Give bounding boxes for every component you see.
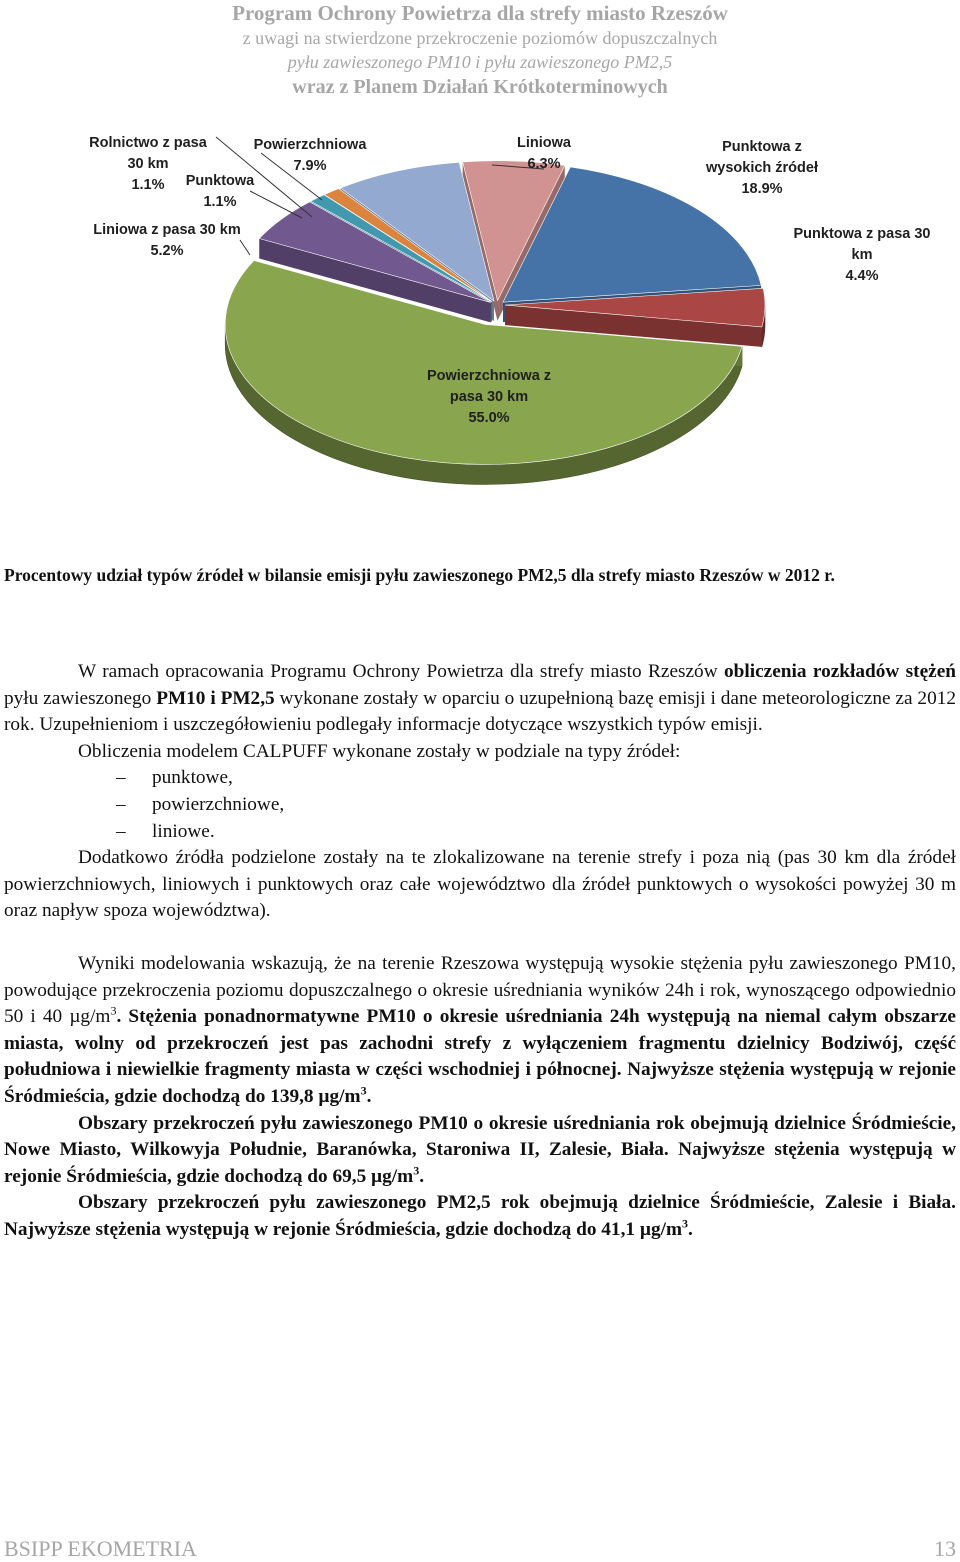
text-run-bold: Obszary przekroczeń pyłu zawieszonego PM2,5 rok obejmują dzielnice Śródmieście, Zalesie i Biała. Najwyższe stężenia występują w rejonie Śródmieścia, gdzie dochodzą do 41,1 µg/m [4,1192,956,1240]
source-type-list [4,765,956,845]
header-subtitle-3: wraz z Planem Działań Krótkoterminowych [292,76,668,98]
page-header [0,0,960,101]
superscript: 3 [110,1003,117,1018]
slice-label-2: Powierzchniowa z pasa 30 km 55.0% [426,368,552,426]
list-item-text: liniowe. [152,820,215,842]
text-run-bold: obliczenia rozkładów stężeń [724,661,956,682]
list-item [4,819,956,846]
page-number: 13 [934,1536,956,1561]
list-marker: – [116,820,126,842]
slice-label-1: Punktowa z pasa 30 km 4.4% [793,226,931,284]
slice-label-5: Rolnictwo z pasa 30 km 1.1% [89,135,207,193]
superscript: 3 [413,1163,420,1178]
slice-label-7: Liniowa 6.3% [517,135,571,172]
header-title: Program Ochrony Powietrza dla strefy miasto Rzeszów [232,1,728,25]
text-run-bold: . Stężenia ponadnormatywne PM10 o okresie uśredniania 24h występują na niemal całym obszarze miasta, wolny od przekroczeń jest pas zachodni strefy z wyłączeniem fragmentu dzielnicy Bodziwój, część południowa i niewielkie fragmenty miasta w części wschodniej i północnej. Najwyższe stężenia występują w rejonie Śródmieścia, gdzie dochodzą do 139,8 µg/m [4,1006,956,1107]
paragraph-4 [4,951,956,1111]
list-item [4,765,956,792]
figure-caption: Procentowy udział typów źródeł w bilansie emisji pyłu zawieszonego PM2,5 dla strefy miasto Rzeszów w 2012 r. [4,565,835,585]
leader-line-4 [250,191,302,218]
text-run: pyłu zawieszonego [4,687,157,709]
text-run-bold: PM10 i PM2,5 [156,687,275,709]
list-item-text: powierzchniowe, [152,793,285,815]
superscript: 3 [360,1083,367,1098]
leader-line-3 [240,240,250,255]
text-run-bold: . [688,1218,693,1240]
paragraph-3: Dodatkowo źródła podzielone zostały na te zlokalizowane na terenie strefy i poza nią (pas 30 km dla źródeł powierzchniowych, liniowych i punktowych oraz całe województwo dla źródeł punktowych o wysokości powyżej 30 m oraz napływ spoza województwa). [4,847,956,922]
text-run-bold: . [366,1085,372,1107]
slice-label-3: Liniowa z pasa 30 km 5.2% [93,222,241,259]
paragraph-1 [4,659,956,739]
list-marker: – [116,767,126,789]
text-run-bold: Obszary przekroczeń pyłu zawieszonego PM10 o okresie uśredniania rok obejmują dzielnice Śródmieście, Nowe Miasto, Wilkowyja Południe, Baranówka, Staroniwa II, Zalesie, Biała. Najwyższe stężenia występują w rejonie Śródmieścia, gdzie dochodzą do 69,5 µg/m [4,1112,956,1187]
footer-company: BSIPP EKOMETRIA [4,1536,197,1561]
paragraph-5 [4,1111,956,1191]
slice-label-4: Punktowa 1.1% [185,173,255,210]
text-run: W ramach opracowania Programu Ochrony Powietrza dla strefy miasto Rzeszów [78,661,725,682]
list-marker: – [116,793,126,815]
paragraph-2: Obliczenia modelem CALPUFF wykonane zostały w podziale na typy źródeł: [78,740,681,762]
slice-label-6: Powierzchniowa 7.9% [253,137,367,174]
list-item [4,792,956,819]
text-run: wykonane zostały w oparciu o uzupełnioną bazę emisji i dane meteorologiczne za 2012 rok. Uzupełnieniom i uszczegółowieniu podlegały informacje dotyczące wszystkich typów emisji. [4,687,956,736]
body-text [4,659,956,1243]
page-footer [4,1536,956,1562]
pie-chart [72,125,952,525]
header-subtitle-1: z uwagi na stwierdzone przekroczenie poziomów dopuszczalnych [242,28,718,48]
slice-label-0: Punktowa z wysokich źródeł 18.9% [705,139,819,197]
text-run: Wyniki modelowania wskazują, że na terenie Rzeszowa występują wysokie stężenia pyłu zawieszonego PM10, powodujące przekroczenia poziomu dopuszczalnego o okresie uśredniania wyników 24h i rok, wynoszącego odpowiednio 50 i 40 µg/m [4,952,956,1028]
paragraph-6 [4,1190,956,1243]
text-run-bold: . [419,1165,425,1187]
header-subtitle-2: pyłu zawieszonego PM10 i pyłu zawieszonego PM2,5 [287,52,673,72]
list-item-text: punktowe, [152,767,233,789]
superscript: 3 [682,1216,689,1231]
